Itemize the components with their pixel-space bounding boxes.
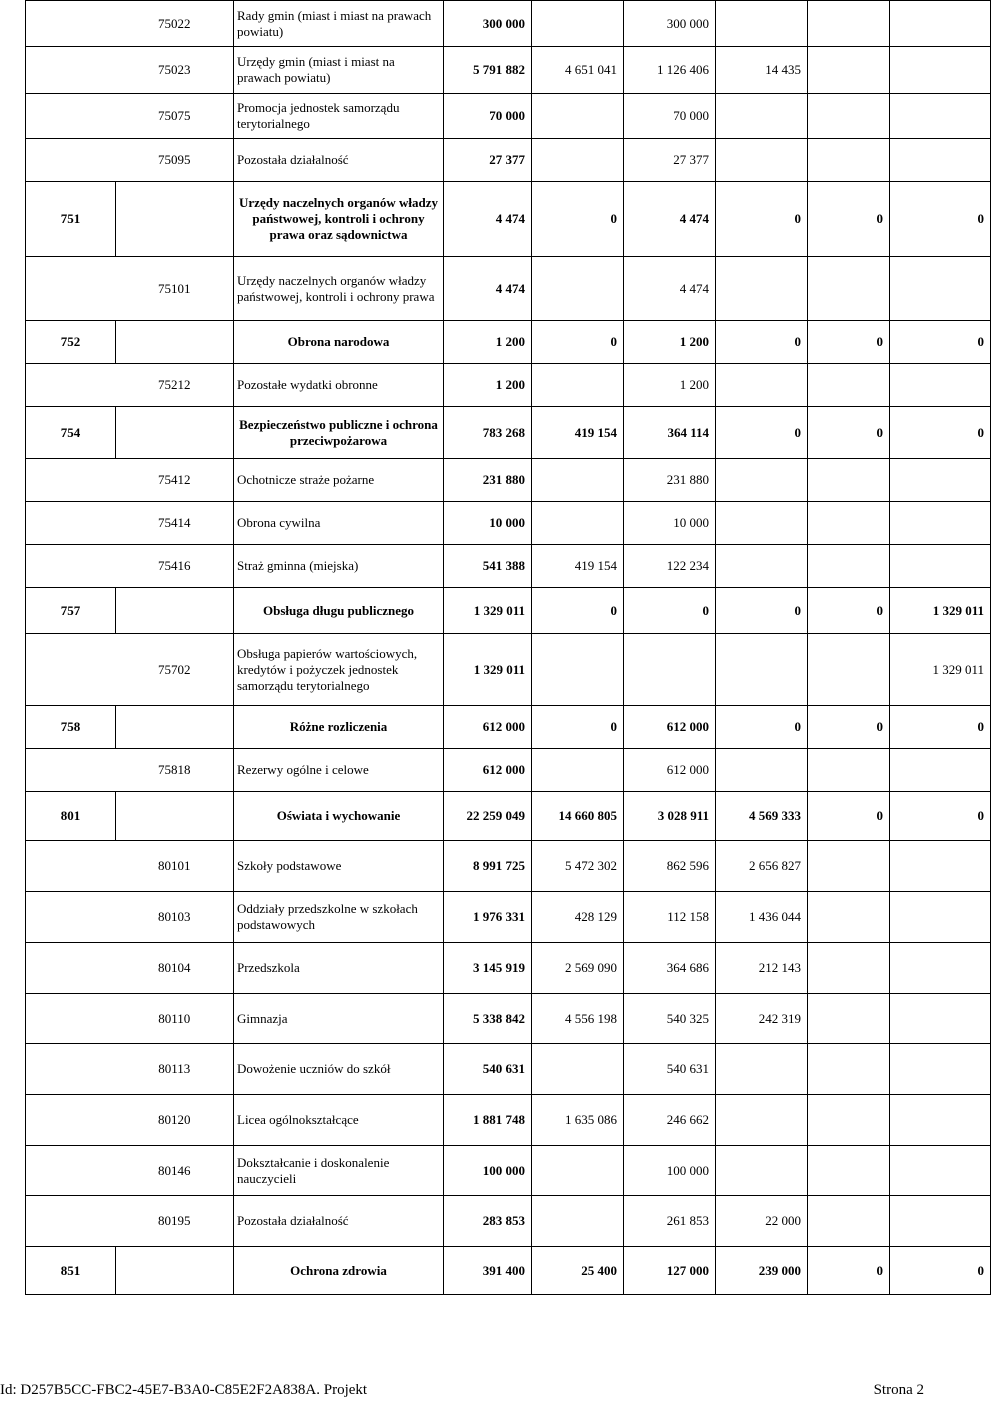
amount-cell: 122 234 — [624, 545, 716, 588]
dzial-cell — [26, 1146, 116, 1196]
table-row — [26, 139, 991, 182]
dzial-cell — [26, 502, 116, 545]
amount-cell: 1 329 011 — [890, 588, 991, 634]
amount-cell: 14 660 805 — [532, 792, 624, 841]
amount-cell: 0 — [808, 706, 890, 749]
section-row — [26, 321, 991, 364]
amount-cell: 5 338 842 — [444, 994, 532, 1044]
amount-cell: 242 319 — [716, 994, 808, 1044]
amount-cell: 2 569 090 — [532, 943, 624, 994]
table-row — [26, 749, 991, 792]
amount-cell: 0 — [890, 706, 991, 749]
amount-cell: 283 853 — [444, 1196, 532, 1247]
amount-cell: 27 377 — [444, 139, 532, 182]
section-row — [26, 792, 991, 841]
amount-cell — [890, 1196, 991, 1247]
dzial-cell — [26, 1044, 116, 1095]
name-cell: Rezerwy ogólne i celowe — [234, 749, 444, 792]
name-cell: Obrona narodowa — [234, 321, 444, 364]
dzial-cell — [26, 841, 116, 892]
name-cell: Pozostałe wydatki obronne — [234, 364, 444, 407]
amount-cell — [716, 749, 808, 792]
dzial-cell — [26, 1095, 116, 1146]
amount-cell — [532, 634, 624, 706]
page-number: Strona 2 — [873, 1382, 924, 1398]
rozdzial-cell: 80195 — [116, 1196, 234, 1247]
amount-cell: 127 000 — [624, 1247, 716, 1295]
name-cell: Urzędy naczelnych organów władzy państwowej, kontroli i ochrony prawa oraz sądownictwa — [234, 182, 444, 257]
dzial-cell — [26, 749, 116, 792]
dzial-cell — [26, 459, 116, 502]
amount-cell: 391 400 — [444, 1247, 532, 1295]
rozdzial-cell: 80113 — [116, 1044, 234, 1095]
dzial-cell: 751 — [26, 182, 116, 257]
rozdzial-cell: 80103 — [116, 892, 234, 943]
amount-cell: 1 329 011 — [444, 588, 532, 634]
table-row — [26, 257, 991, 321]
rozdzial-cell — [116, 321, 234, 364]
rozdzial-cell: 75416 — [116, 545, 234, 588]
rozdzial-cell: 75075 — [116, 94, 234, 139]
amount-cell: 0 — [808, 792, 890, 841]
dzial-cell — [26, 1, 116, 47]
amount-cell — [716, 1146, 808, 1196]
section-row — [26, 706, 991, 749]
amount-cell — [624, 634, 716, 706]
section-row — [26, 1247, 991, 1295]
amount-cell: 540 325 — [624, 994, 716, 1044]
amount-cell — [890, 1095, 991, 1146]
amount-cell: 1 126 406 — [624, 47, 716, 94]
amount-cell: 2 656 827 — [716, 841, 808, 892]
amount-cell — [532, 257, 624, 321]
amount-cell: 5 472 302 — [532, 841, 624, 892]
rozdzial-cell — [116, 706, 234, 749]
dzial-cell — [26, 257, 116, 321]
name-cell: Obrona cywilna — [234, 502, 444, 545]
table-row — [26, 94, 991, 139]
amount-cell: 0 — [532, 321, 624, 364]
name-cell: Licea ogólnokształcące — [234, 1095, 444, 1146]
amount-cell — [890, 943, 991, 994]
table-row — [26, 1196, 991, 1247]
amount-cell — [716, 634, 808, 706]
amount-cell — [532, 459, 624, 502]
document-id: Id: D257B5CC-FBC2-45E7-B3A0-C85E2F2A838A. Projekt — [0, 1382, 368, 1398]
amount-cell: 364 114 — [624, 407, 716, 459]
table-row — [26, 364, 991, 407]
amount-cell: 100 000 — [444, 1146, 532, 1196]
amount-cell — [532, 1044, 624, 1095]
amount-cell — [808, 749, 890, 792]
amount-cell: 22 259 049 — [444, 792, 532, 841]
table-row — [26, 1095, 991, 1146]
amount-cell — [716, 502, 808, 545]
table-row — [26, 943, 991, 994]
amount-cell — [890, 545, 991, 588]
section-row — [26, 407, 991, 459]
amount-cell — [808, 502, 890, 545]
amount-cell — [716, 1044, 808, 1095]
amount-cell — [890, 502, 991, 545]
name-cell: Dokształcanie i doskonalenie nauczycieli — [234, 1146, 444, 1196]
amount-cell: 22 000 — [716, 1196, 808, 1247]
amount-cell: 0 — [808, 182, 890, 257]
amount-cell: 300 000 — [624, 1, 716, 47]
dzial-cell: 851 — [26, 1247, 116, 1295]
amount-cell — [890, 47, 991, 94]
rozdzial-cell: 75702 — [116, 634, 234, 706]
amount-cell: 612 000 — [624, 706, 716, 749]
amount-cell — [890, 841, 991, 892]
table-row — [26, 994, 991, 1044]
amount-cell — [532, 1146, 624, 1196]
table-row — [26, 459, 991, 502]
name-cell: Szkoły podstawowe — [234, 841, 444, 892]
amount-cell — [890, 364, 991, 407]
name-cell: Dowożenie uczniów do szkół — [234, 1044, 444, 1095]
amount-cell: 0 — [890, 1247, 991, 1295]
amount-cell: 4 474 — [444, 257, 532, 321]
amount-cell: 862 596 — [624, 841, 716, 892]
amount-cell — [890, 892, 991, 943]
rozdzial-cell: 80101 — [116, 841, 234, 892]
name-cell: Ochotnicze straże pożarne — [234, 459, 444, 502]
amount-cell — [532, 139, 624, 182]
amount-cell: 27 377 — [624, 139, 716, 182]
dzial-cell — [26, 545, 116, 588]
amount-cell: 540 631 — [444, 1044, 532, 1095]
amount-cell — [808, 892, 890, 943]
amount-cell: 1 200 — [444, 321, 532, 364]
rozdzial-cell: 80146 — [116, 1146, 234, 1196]
amount-cell: 5 791 882 — [444, 47, 532, 94]
amount-cell — [808, 459, 890, 502]
rozdzial-cell: 80120 — [116, 1095, 234, 1146]
table-row — [26, 502, 991, 545]
rozdzial-cell — [116, 407, 234, 459]
amount-cell: 428 129 — [532, 892, 624, 943]
name-cell: Rady gmin (miast i miast na prawach powiatu) — [234, 1, 444, 47]
dzial-cell: 801 — [26, 792, 116, 841]
amount-cell: 541 388 — [444, 545, 532, 588]
amount-cell — [890, 1146, 991, 1196]
amount-cell — [716, 1, 808, 47]
rozdzial-cell: 75414 — [116, 502, 234, 545]
dzial-cell — [26, 139, 116, 182]
rozdzial-cell: 75022 — [116, 1, 234, 47]
amount-cell: 612 000 — [444, 749, 532, 792]
amount-cell — [532, 1, 624, 47]
name-cell: Obsługa długu publicznego — [234, 588, 444, 634]
amount-cell — [808, 364, 890, 407]
amount-cell: 1 436 044 — [716, 892, 808, 943]
amount-cell: 70 000 — [444, 94, 532, 139]
amount-cell: 14 435 — [716, 47, 808, 94]
amount-cell — [890, 94, 991, 139]
amount-cell: 70 000 — [624, 94, 716, 139]
amount-cell: 0 — [716, 182, 808, 257]
table-row — [26, 1044, 991, 1095]
dzial-cell: 757 — [26, 588, 116, 634]
budget-table — [25, 0, 991, 1295]
amount-cell: 112 158 — [624, 892, 716, 943]
amount-cell: 10 000 — [444, 502, 532, 545]
amount-cell: 1 976 331 — [444, 892, 532, 943]
amount-cell: 231 880 — [624, 459, 716, 502]
amount-cell — [532, 94, 624, 139]
amount-cell: 0 — [890, 182, 991, 257]
rozdzial-cell: 75818 — [116, 749, 234, 792]
amount-cell: 0 — [716, 407, 808, 459]
amount-cell: 0 — [532, 182, 624, 257]
amount-cell — [890, 257, 991, 321]
amount-cell — [532, 1196, 624, 1247]
amount-cell — [532, 502, 624, 545]
amount-cell — [716, 459, 808, 502]
amount-cell: 0 — [808, 1247, 890, 1295]
amount-cell — [890, 139, 991, 182]
amount-cell: 364 686 — [624, 943, 716, 994]
amount-cell: 4 474 — [624, 257, 716, 321]
dzial-cell: 758 — [26, 706, 116, 749]
table-row — [26, 1, 991, 47]
amount-cell — [808, 1146, 890, 1196]
rozdzial-cell: 75412 — [116, 459, 234, 502]
name-cell: Urzędy naczelnych organów władzy państwowej, kontroli i ochrony prawa — [234, 257, 444, 321]
amount-cell: 4 474 — [624, 182, 716, 257]
amount-cell: 261 853 — [624, 1196, 716, 1247]
rozdzial-cell: 75101 — [116, 257, 234, 321]
amount-cell: 0 — [716, 321, 808, 364]
rozdzial-cell — [116, 588, 234, 634]
dzial-cell — [26, 47, 116, 94]
amount-cell: 612 000 — [624, 749, 716, 792]
amount-cell: 4 569 333 — [716, 792, 808, 841]
table-row — [26, 634, 991, 706]
amount-cell: 3 028 911 — [624, 792, 716, 841]
amount-cell: 0 — [716, 706, 808, 749]
table-row — [26, 1146, 991, 1196]
amount-cell: 1 329 011 — [444, 634, 532, 706]
amount-cell: 3 145 919 — [444, 943, 532, 994]
amount-cell — [808, 1095, 890, 1146]
amount-cell: 25 400 — [532, 1247, 624, 1295]
amount-cell — [716, 545, 808, 588]
amount-cell: 1 200 — [624, 364, 716, 407]
name-cell: Straż gminna (miejska) — [234, 545, 444, 588]
table-row — [26, 545, 991, 588]
section-row — [26, 182, 991, 257]
name-cell: Pozostała działalność — [234, 1196, 444, 1247]
rozdzial-cell: 75095 — [116, 139, 234, 182]
rozdzial-cell: 80110 — [116, 994, 234, 1044]
rozdzial-cell — [116, 1247, 234, 1295]
dzial-cell — [26, 1196, 116, 1247]
amount-cell: 8 991 725 — [444, 841, 532, 892]
amount-cell — [890, 1044, 991, 1095]
amount-cell: 0 — [890, 792, 991, 841]
name-cell: Gimnazja — [234, 994, 444, 1044]
name-cell: Obsługa papierów wartościowych, kredytów i pożyczek jednostek samorządu terytorialnego — [234, 634, 444, 706]
table-row — [26, 47, 991, 94]
rozdzial-cell — [116, 792, 234, 841]
name-cell: Urzędy gmin (miast i miast na prawach powiatu) — [234, 47, 444, 94]
rozdzial-cell: 80104 — [116, 943, 234, 994]
amount-cell: 1 329 011 — [890, 634, 991, 706]
amount-cell — [716, 364, 808, 407]
amount-cell: 4 474 — [444, 182, 532, 257]
amount-cell: 0 — [532, 706, 624, 749]
amount-cell: 0 — [890, 407, 991, 459]
amount-cell: 419 154 — [532, 545, 624, 588]
amount-cell: 10 000 — [624, 502, 716, 545]
dzial-cell — [26, 892, 116, 943]
name-cell: Promocja jednostek samorządu terytorialnego — [234, 94, 444, 139]
amount-cell: 1 881 748 — [444, 1095, 532, 1146]
rozdzial-cell — [116, 182, 234, 257]
amount-cell: 0 — [808, 321, 890, 364]
rozdzial-cell: 75212 — [116, 364, 234, 407]
amount-cell: 0 — [624, 588, 716, 634]
amount-cell: 540 631 — [624, 1044, 716, 1095]
amount-cell — [890, 749, 991, 792]
amount-cell: 0 — [890, 321, 991, 364]
amount-cell — [808, 47, 890, 94]
amount-cell — [808, 545, 890, 588]
amount-cell: 1 635 086 — [532, 1095, 624, 1146]
amount-cell: 0 — [532, 588, 624, 634]
name-cell: Przedszkola — [234, 943, 444, 994]
dzial-cell — [26, 943, 116, 994]
amount-cell — [808, 139, 890, 182]
amount-cell — [808, 94, 890, 139]
amount-cell — [532, 749, 624, 792]
amount-cell: 239 000 — [716, 1247, 808, 1295]
name-cell: Różne rozliczenia — [234, 706, 444, 749]
amount-cell — [890, 1, 991, 47]
dzial-cell: 752 — [26, 321, 116, 364]
amount-cell: 100 000 — [624, 1146, 716, 1196]
dzial-cell — [26, 994, 116, 1044]
amount-cell — [890, 994, 991, 1044]
dzial-cell — [26, 94, 116, 139]
amount-cell: 419 154 — [532, 407, 624, 459]
amount-cell: 231 880 — [444, 459, 532, 502]
name-cell: Oddziały przedszkolne w szkołach podstawowych — [234, 892, 444, 943]
amount-cell: 1 200 — [444, 364, 532, 407]
amount-cell — [716, 257, 808, 321]
amount-cell: 4 651 041 — [532, 47, 624, 94]
table-row — [26, 841, 991, 892]
amount-cell — [808, 1044, 890, 1095]
amount-cell: 0 — [808, 407, 890, 459]
amount-cell: 0 — [808, 588, 890, 634]
dzial-cell — [26, 634, 116, 706]
amount-cell — [716, 94, 808, 139]
amount-cell — [808, 634, 890, 706]
name-cell: Bezpieczeństwo publiczne i ochrona przeciwpożarowa — [234, 407, 444, 459]
amount-cell — [716, 139, 808, 182]
dzial-cell: 754 — [26, 407, 116, 459]
name-cell: Oświata i wychowanie — [234, 792, 444, 841]
amount-cell: 1 200 — [624, 321, 716, 364]
rozdzial-cell: 75023 — [116, 47, 234, 94]
amount-cell — [808, 943, 890, 994]
amount-cell — [808, 1, 890, 47]
amount-cell: 212 143 — [716, 943, 808, 994]
dzial-cell — [26, 364, 116, 407]
amount-cell — [808, 257, 890, 321]
amount-cell: 0 — [716, 588, 808, 634]
name-cell: Pozostała działalność — [234, 139, 444, 182]
amount-cell: 612 000 — [444, 706, 532, 749]
amount-cell — [716, 1095, 808, 1146]
name-cell: Ochrona zdrowia — [234, 1247, 444, 1295]
table-body — [26, 1, 991, 1295]
amount-cell: 4 556 198 — [532, 994, 624, 1044]
section-row — [26, 588, 991, 634]
table-row — [26, 892, 991, 943]
amount-cell: 783 268 — [444, 407, 532, 459]
amount-cell: 300 000 — [444, 1, 532, 47]
amount-cell — [532, 364, 624, 407]
amount-cell — [890, 459, 991, 502]
amount-cell: 246 662 — [624, 1095, 716, 1146]
amount-cell — [808, 841, 890, 892]
amount-cell — [808, 994, 890, 1044]
amount-cell — [808, 1196, 890, 1247]
